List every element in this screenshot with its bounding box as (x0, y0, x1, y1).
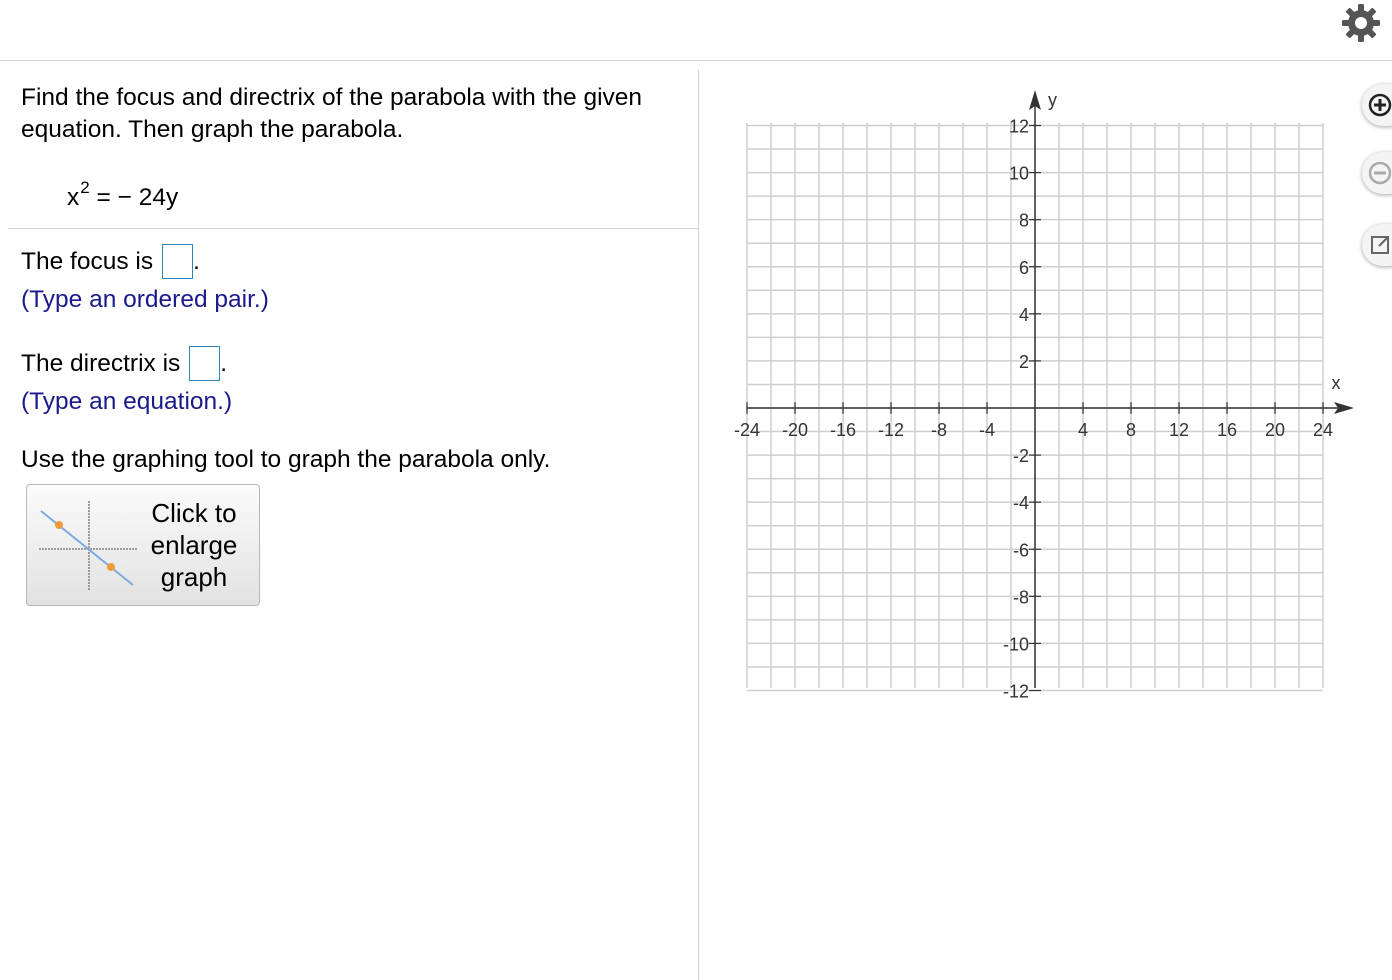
focus-period: . (193, 247, 200, 275)
enlarge-graph-label (139, 497, 249, 593)
gear-icon[interactable] (1340, 2, 1382, 44)
y-tick-label: 8 (1018, 210, 1029, 231)
x-axis-label: x (1331, 373, 1341, 393)
x-tick-label: -24 (733, 420, 761, 440)
x-tick-label: -20 (781, 420, 809, 440)
x-tick-label: -4 (978, 420, 996, 440)
x-tick-label: 20 (1264, 420, 1286, 440)
x-tick-label: 24 (1312, 420, 1334, 440)
directrix-label: The directrix is (21, 349, 181, 377)
y-tick-label: 4 (1018, 304, 1029, 325)
axes (747, 90, 1354, 688)
focus-hint: (Type an ordered pair.) (21, 286, 269, 313)
y-tick-label: -12 (1002, 681, 1029, 700)
y-tick-label: 2 (1018, 351, 1029, 372)
directrix-line (21, 346, 227, 381)
zoom-out-icon (1367, 160, 1392, 186)
enlarge-line-2: enlarge (150, 530, 238, 560)
graph-instruction: Use the graphing tool to graph the parabola only. (21, 446, 551, 473)
equation-base: x (67, 184, 80, 211)
y-tick-label: -6 (1012, 540, 1029, 561)
coordinate-grid[interactable] (720, 80, 1370, 700)
directrix-period: . (220, 349, 228, 377)
parabola-equation (67, 178, 178, 212)
pane-divider (698, 70, 699, 980)
x-tick-label: 12 (1168, 420, 1190, 440)
equation-exponent: 2 (80, 178, 90, 197)
focus-line (21, 244, 200, 279)
header-divider (0, 60, 1392, 61)
y-tick-label: -2 (1012, 446, 1029, 467)
equation-rhs: = − 24y (96, 184, 179, 211)
enlarge-line-3: graph (160, 562, 228, 592)
y-tick-label: 10 (1008, 163, 1029, 184)
enlarge-graph-button[interactable] (26, 484, 260, 606)
y-tick-label: -10 (1002, 634, 1029, 655)
question-prompt: Find the focus and directrix of the parabola with the given equation. Then graph the parabola. (21, 84, 643, 143)
x-tick-label: 8 (1125, 420, 1137, 440)
directrix-hint: (Type an equation.) (21, 388, 233, 415)
question-divider (8, 228, 698, 229)
directrix-input[interactable] (189, 346, 220, 381)
y-tick-label: -4 (1012, 493, 1029, 514)
y-tick-label: 6 (1018, 257, 1029, 278)
y-tick-label: 12 (1008, 116, 1029, 137)
x-tick-label: -16 (829, 420, 857, 440)
zoom-in-icon (1367, 92, 1392, 118)
x-tick-label: -12 (877, 420, 905, 440)
graph-thumbnail-icon (37, 493, 137, 593)
focus-label: The focus is (21, 247, 154, 275)
enlarge-line-1: Click to (151, 498, 237, 528)
x-tick-label: -8 (930, 420, 948, 440)
x-tick-label: 4 (1077, 420, 1089, 440)
x-tick-label: 16 (1216, 420, 1238, 440)
focus-input[interactable] (162, 244, 193, 279)
y-axis-label: y (1048, 90, 1057, 110)
y-tick-label: -8 (1012, 587, 1029, 608)
popout-icon (1367, 232, 1392, 258)
